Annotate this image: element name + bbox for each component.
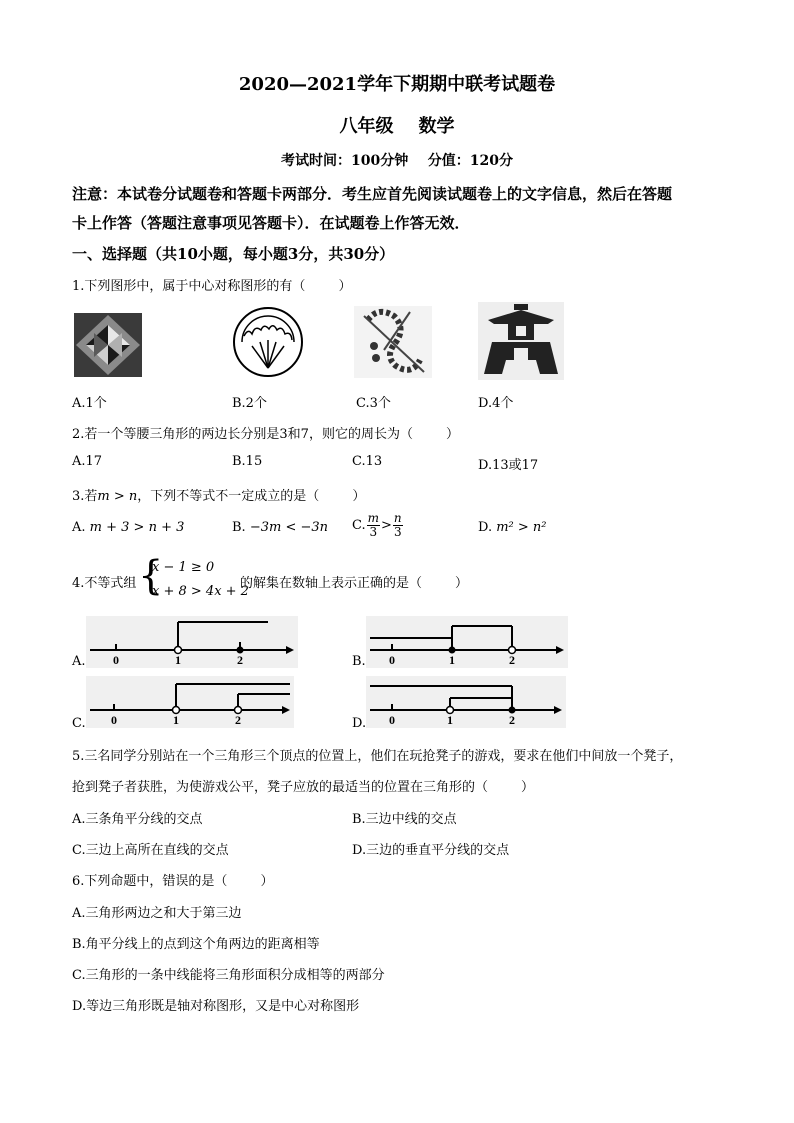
q3-stem: [72, 485, 365, 504]
q4-option-a-label[interactable]: A.: [72, 654, 86, 669]
q3-option-b-label: B.: [232, 520, 246, 535]
q4-option-d-numberline[interactable]: [366, 676, 566, 728]
grade-subject: 八年级 数学: [339, 116, 455, 137]
q4-c-tick-0: 0: [111, 713, 117, 727]
q4-b-tick-2: 2: [509, 653, 515, 667]
q4-b-tick-0: 0: [389, 653, 395, 667]
q3-option-a-label: A.: [72, 520, 86, 535]
q4-b-tick-1: 1: [449, 653, 455, 667]
q1-option-b[interactable]: B.2个: [232, 396, 267, 411]
q3-option-c-num-2: n: [393, 511, 402, 525]
q4-a-tick-0: 0: [113, 653, 119, 667]
q3-option-c[interactable]: [352, 512, 404, 539]
q5-stem-line-2: 抢到凳子者获胜，为使游戏公平，凳子应放的最适当的位置在三角形的（ ）: [72, 780, 535, 795]
q4-option-c-label[interactable]: C.: [72, 716, 86, 731]
q1-option-c[interactable]: C.3个: [356, 396, 391, 411]
q3-stem-suffix: ，下列不等式不一定成立的是（ ）: [137, 489, 366, 504]
q3-stem-condition: m > n: [97, 489, 138, 504]
q3-option-c-frac-1: [367, 512, 380, 539]
q1-figure-circle-fan: [232, 306, 304, 378]
q3-option-b-expr: −3m < −3n: [249, 520, 329, 535]
q4-d-tick-0: 0: [389, 713, 395, 727]
q5-option-c[interactable]: C.三边上高所在直线的交点: [72, 843, 229, 858]
q1-stem: 1.下列图形中，属于中心对称图形的有（ ）: [72, 279, 352, 294]
q6-stem: 6.下列命题中，错误的是（ ）: [72, 874, 274, 889]
q4-option-b-numberline[interactable]: [366, 616, 568, 668]
q3-option-c-op: >: [381, 518, 392, 533]
q3-option-a-expr: m + 3 > n + 3: [89, 520, 185, 535]
q4-ineq-1: x − 1 ≥ 0: [152, 560, 215, 575]
q6-option-b[interactable]: B.角平分线上的点到这个角两边的距离相等: [72, 937, 320, 952]
q2-option-b[interactable]: B.15: [232, 454, 263, 469]
notice-line-2: 卡上作答（答题注意事项见答题卡）．在试题卷上作答无效．: [72, 214, 470, 232]
page-title: 2020—2021学年下期期中联考试题卷: [238, 74, 556, 95]
q3-option-b[interactable]: [232, 520, 328, 535]
q5-option-b[interactable]: B.三边中线的交点: [352, 812, 457, 827]
q4-d-tick-1: 1: [447, 713, 453, 727]
q4-d-tick-2: 2: [509, 713, 515, 727]
q6-option-d[interactable]: D.等边三角形既是轴对称图形，又是中心对称图形: [72, 999, 360, 1014]
q4-option-d-label[interactable]: D.: [352, 716, 367, 731]
q3-option-c-label: C.: [352, 518, 366, 533]
q1-figure-chain-symbol: [354, 306, 432, 378]
q1-figure-pagoda: [478, 302, 564, 380]
q6-option-c[interactable]: C.三角形的一条中线能将三角形面积分成相等的两部分: [72, 968, 385, 983]
q4-ineq-2: x + 8 > 4x + 2: [152, 584, 249, 599]
q4-option-c-numberline[interactable]: [86, 676, 294, 728]
q2-option-a[interactable]: A.17: [72, 454, 103, 469]
q3-option-d-expr: m² > n²: [496, 520, 547, 535]
q3-option-c-den-2: 3: [393, 525, 402, 539]
q1-option-a[interactable]: A.1个: [72, 396, 107, 411]
q2-stem: 2.若一个等腰三角形的两边长分别是3和7，则它的周长为（ ）: [72, 427, 460, 442]
q4-option-a-numberline[interactable]: [86, 616, 298, 668]
q4-a-tick-1: 1: [175, 653, 181, 667]
q3-option-c-den-1: 3: [369, 525, 378, 539]
q6-option-a[interactable]: A.三角形两边之和大于第三边: [72, 906, 242, 921]
q3-option-d[interactable]: [478, 520, 547, 535]
q2-option-c[interactable]: C.13: [352, 454, 383, 469]
q4-brace: {: [138, 553, 164, 599]
q3-stem-prefix: 3.若: [72, 489, 98, 504]
q3-option-d-label: D.: [478, 520, 493, 535]
q4-suffix: 的解集在数轴上表示正确的是（ ）: [240, 576, 469, 591]
q5-option-d[interactable]: D.三边的垂直平分线的交点: [352, 843, 510, 858]
q3-option-a[interactable]: [72, 520, 184, 535]
q3-option-c-num-1: m: [367, 511, 380, 525]
q4-c-tick-2: 2: [235, 713, 241, 727]
q1-figure-square-pattern: [74, 313, 142, 377]
q2-option-d[interactable]: D.13或17: [478, 458, 539, 473]
notice-line-1: 注意：本试卷分试题卷和答题卡两部分．考生应首先阅读试题卷上的文字信息，然后在答题: [72, 185, 673, 203]
q1-option-d[interactable]: D.4个: [478, 396, 514, 411]
q5-option-a[interactable]: A.三条角平分线的交点: [72, 812, 203, 827]
q4-option-b-label[interactable]: B.: [352, 654, 366, 669]
q5-stem-line-1: 5.三名同学分别站在一个三角形三个顶点的位置上，他们在玩抢凳子的游戏，要求在他们中间放一个凳子，: [72, 749, 683, 764]
q4-prefix: 4.不等式组: [72, 576, 137, 591]
q4-a-tick-2: 2: [237, 653, 243, 667]
exam-info: 考试时间：100分钟 分值：120分: [281, 153, 513, 169]
q3-option-c-frac-2: [393, 512, 403, 539]
q4-c-tick-1: 1: [173, 713, 179, 727]
section-heading: 一、选择题（共10小题，每小题3分，共30分）: [72, 245, 395, 263]
